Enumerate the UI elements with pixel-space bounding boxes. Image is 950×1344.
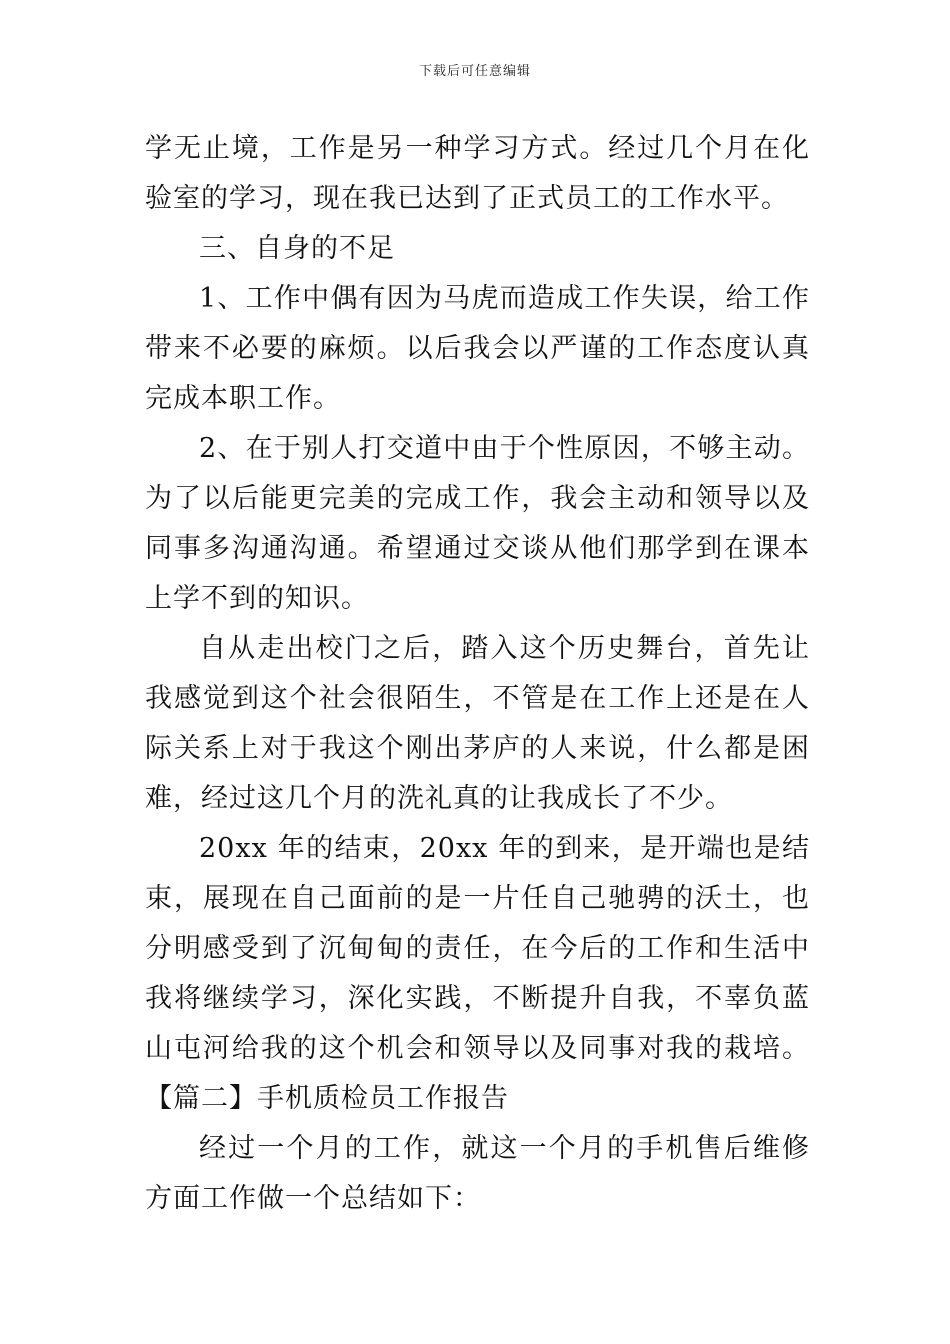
paragraph-study-conclusion: 学无止境，工作是另一种学习方式。经过几个月在化验室的学习，现在我已达到了正式员工的工作水平。	[145, 133, 810, 214]
paragraph-reflection: 自从走出校门之后，踏入这个历史舞台，首先让我感觉到这个社会很陌生，不管是在工作上还是在人际关系上对于我这个刚出茅庐的人来说，什么都是困难，经过这几个月的洗礼真的让我成长了不少。	[145, 633, 810, 814]
paragraph-shortcoming-1: 1、工作中偶有因为马虎而造成工作失误，给工作带来不必要的麻烦。以后我会以严谨的工作态度认真完成本职工作。	[145, 283, 810, 414]
paragraph-year-end: 20xx 年的结束，20xx 年的到来，是开端也是结束，展现在自己面前的是一片任自己驰骋的沃土，也分明感受到了沉甸甸的责任，在今后的工作和生活中我将继续学习，深化实践，不断提升自我，不辜负蓝山屯河给我的这个机会和领导以及同事对我的栽培。【篇二】手机质检员工作报告	[145, 833, 810, 1114]
document-body	[145, 124, 810, 1224]
paragraph-monthly-summary: 经过一个月的工作，就这一个月的手机售后维修方面工作做一个总结如下：	[145, 1133, 810, 1214]
section-heading-shortcomings: 三、自身的不足	[199, 233, 395, 264]
paragraph-shortcoming-2: 2、在于别人打交道中由于个性原因，不够主动。为了以后能更完美的完成工作，我会主动和领导以及同事多沟通沟通。希望通过交谈从他们那学到在课本上学不到的知识。	[145, 433, 810, 614]
page-header-note: 下载后可任意编辑	[418, 64, 531, 79]
